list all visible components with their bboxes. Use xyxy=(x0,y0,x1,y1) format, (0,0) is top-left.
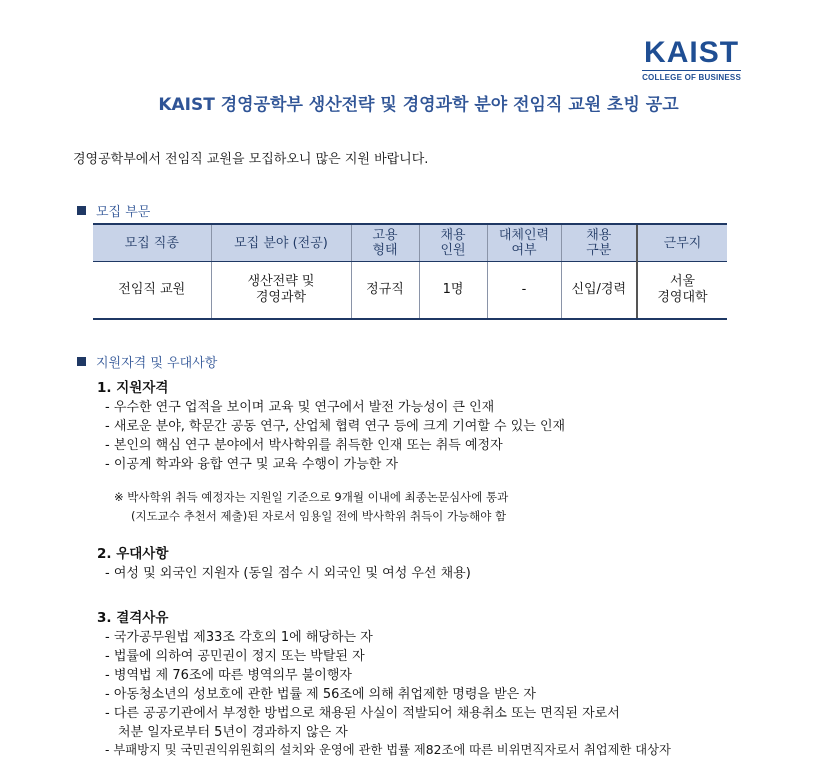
cell-hire-category: 신입/경력 xyxy=(561,262,637,320)
cell-job-type: 전임직 교원 xyxy=(93,262,211,320)
list-item: - 병역법 제 76조에 따른 병역의무 불이행자 xyxy=(105,668,352,683)
table-header-row xyxy=(93,224,727,262)
page-title: KAIST 경영공학부 생산전략 및 경영과학 분야 전임직 교원 초빙 공고 xyxy=(158,95,679,115)
list-item: - 법률에 의하여 공민권이 정지 또는 박탈된 자 xyxy=(105,649,365,664)
col-header-hire-category: 채용 구분 xyxy=(561,224,637,262)
cell-location: 서울 경영대학 xyxy=(637,262,727,320)
list-item: - 우수한 연구 업적을 보이며 교육 및 연구에서 발전 가능성이 큰 인재 xyxy=(105,400,495,415)
col-header-field: 모집 분야 (전공) xyxy=(211,224,351,262)
footnote-line: ※ 박사학위 취득 예정자는 지원일 기준으로 9개월 이내에 최종논문심사에 통과 xyxy=(114,490,509,504)
list-item: - 본인의 핵심 연구 분야에서 박사학위를 취득한 인재 또는 취득 예정자 xyxy=(105,438,503,453)
footnote-line: (지도교수 추천서 제출)된 자로서 임용일 전에 박사학위 취득이 가능해야 함 xyxy=(131,509,507,523)
list-item: 처분 일자로부터 5년이 경과하지 않은 자 xyxy=(118,725,348,740)
col-header-location: 근무지 xyxy=(637,224,727,262)
section-heading-label: 모집 부문 xyxy=(96,205,151,220)
subsection-title-preference: 2. 우대사항 xyxy=(97,546,169,562)
kaist-logo xyxy=(642,38,741,82)
col-header-substitute: 대체인력 여부 xyxy=(487,224,561,262)
list-item: - 이공계 학과와 융합 연구 및 교육 수행이 가능한 자 xyxy=(105,457,399,472)
list-item: - 다른 공공기관에서 부정한 방법으로 채용된 사실이 적발되어 채용취소 또는 면직된 자로서 xyxy=(105,706,620,721)
subsection-title-disqualification: 3. 결격사유 xyxy=(97,610,169,626)
recruitment-table xyxy=(93,223,727,320)
section-heading-recruitment xyxy=(77,201,150,220)
table-row xyxy=(93,262,727,320)
square-bullet-icon xyxy=(77,206,86,215)
section-heading-qualifications xyxy=(77,352,217,371)
list-item: - 국가공무원법 제33조 각호의 1에 해당하는 자 xyxy=(105,630,373,645)
list-item: - 아동청소년의 성보호에 관한 법률 제 56조에 의해 취업제한 명령을 받은 자 xyxy=(105,687,536,702)
subsection-title-qualifications: 1. 지원자격 xyxy=(97,380,169,396)
cell-substitute: - xyxy=(487,262,561,320)
col-header-employment-type: 고용 형태 xyxy=(351,224,419,262)
cell-field: 생산전략 및 경영과학 xyxy=(211,262,351,320)
col-header-job-type: 모집 직종 xyxy=(93,224,211,262)
cell-employment-type: 정규직 xyxy=(351,262,419,320)
cell-headcount: 1명 xyxy=(419,262,487,320)
list-item: - 부패방지 및 국민권익위원회의 설치와 운영에 관한 법률 제82조에 따른 비위면직자로서 취업제한 대상자 xyxy=(105,743,671,757)
list-item: - 여성 및 외국인 지원자 (동일 점수 시 외국인 및 여성 우선 채용) xyxy=(105,566,471,581)
list-item: - 새로운 분야, 학문간 공동 연구, 산업체 협력 연구 등에 크게 기여할 수 있는 인재 xyxy=(105,419,566,434)
section-heading-label: 지원자격 및 우대사항 xyxy=(96,356,218,371)
col-header-headcount: 채용 인원 xyxy=(419,224,487,262)
logo-wordmark: KAIST xyxy=(644,36,740,69)
logo-subtitle: COLLEGE OF BUSINESS xyxy=(642,70,741,82)
intro-text: 경영공학부에서 전임직 교원을 모집하오니 많은 지원 바랍니다. xyxy=(73,152,429,167)
square-bullet-icon xyxy=(77,357,86,366)
